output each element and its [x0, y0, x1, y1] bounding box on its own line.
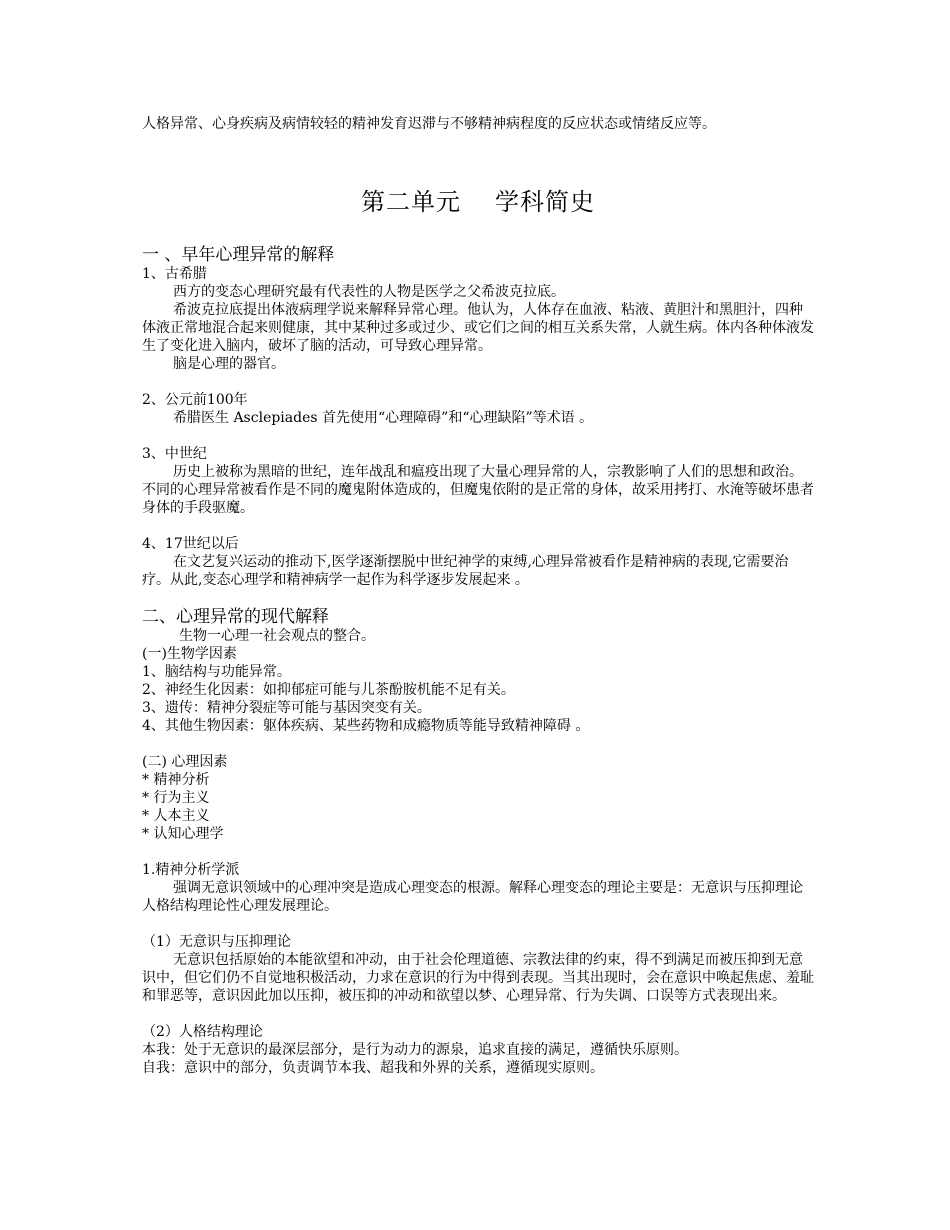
psy-title: (二) 心理因素: [142, 754, 228, 770]
s2-title: 2、公元前100年: [142, 392, 248, 408]
s4-title: 4、17世纪以后: [142, 536, 239, 552]
unit-title: [142, 187, 814, 217]
psy-item: * 行为主义: [142, 790, 210, 806]
section2-heading: 二、心理异常的现代解释: [142, 607, 329, 627]
pa-paragraph-1: 强调无意识领域中的心理冲突是造成心理变态的根源。解释心理变态的理论主要是：无意识与压抑理论人格结构理论性心理发展理论。: [142, 880, 803, 914]
ego-line: 自我：意识中的部分，负责调节本我、超我和外界的关系，遵循现实原则。: [142, 1060, 604, 1076]
id-line: 本我：处于无意识的最深层部分，是行为动力的源泉，追求直接的满足，遵循快乐原则。: [142, 1042, 688, 1058]
psy-item: * 认知心理学: [142, 826, 224, 842]
section2-lead: 生物一心理一社会观点的整合。: [179, 628, 375, 644]
bio-item: 4、其他生物因素：躯体疾病、某些药物和成瘾物质等能导致精神障碍 。: [142, 718, 590, 734]
s1-paragraph-2: 希波克拉底提出体液病理学说来解释异常心理。他认为，人体存在血液、粘液、黄胆汁和黑胆汁，四种体液正常地混合起来则健康，其中某种过多或过少、或它们之间的相互关系失常，人就生病。体内各种体液发生了变化进入脑内，破坏了脑的活动，可导致心理异常。: [142, 302, 814, 354]
psy-item: * 精神分析: [142, 772, 210, 788]
s3-title: 3、中世纪: [142, 446, 207, 462]
bio-item: 2、神经生化因素：如抑郁症可能与儿茶酚胺机能不足有关。: [142, 682, 515, 698]
document-body: [142, 115, 814, 1077]
s4-paragraph-1: 在文艺复兴运动的推动下,医学逐渐摆脱中世纪神学的束缚,心理异常被看作是精神病的表现,它需要治疗。从此,变态心理学和精神病学一起作为科学逐步发展起来 。: [142, 554, 789, 588]
unit-title-name: 学科简史: [495, 188, 595, 216]
s1-paragraph-3: 脑是心理的器官。: [173, 356, 285, 372]
personality-structure-title: （2）人格结构理论: [142, 1024, 263, 1040]
pa-title: 1.精神分析学派: [142, 862, 240, 878]
intro-line: 人格异常、心身疾病及病情较轻的精神发育迟滞与不够精神病程度的反应状态或情绪反应等。: [142, 116, 716, 132]
unit-title-number: 第二单元: [361, 188, 461, 216]
bio-item: 3、遗传：精神分裂症等可能与基因突变有关。: [142, 700, 431, 716]
section1-heading: 一 、早年心理异常的解释: [142, 245, 335, 265]
psy-item: * 人本主义: [142, 808, 210, 824]
unconscious-title: （1）无意识与压抑理论: [142, 934, 291, 950]
bio-item: 1、脑结构与功能异常。: [142, 664, 291, 680]
s2-paragraph-1: 希腊医生 Asclepiades 首先使用“心理障碍”和“心理缺陷”等术语 。: [173, 410, 594, 426]
bio-title: (一)生物学因素: [142, 646, 237, 662]
s1-title: 1、古希腊: [142, 266, 207, 282]
s3-paragraph-1: 历史上被称为黑暗的世纪，连年战乱和瘟疫出现了大量心理异常的人，宗教影响了人们的思想和政治。不同的心理异常被看作是不同的魔鬼附体造成的，但魔鬼依附的是正常的身体，故采用拷打、水淹等破坏患者身体的手段驱魔。: [142, 464, 814, 516]
unconscious-paragraph: 无意识包括原始的本能欲望和冲动，由于社会伦理道德、宗教法律的约束，得不到满足而被压抑到无意识中，但它们仍不自觉地积极活动，力求在意识的行为中得到表现。当其出现时，会在意识中唤起焦虑、羞耻和罪恶等，意识因此加以压抑，被压抑的冲动和欲望以梦、心理异常、行为失调、口误等方式表现出来。: [142, 952, 814, 1004]
s1-paragraph-1: 西方的变态心理研究最有代表性的人物是医学之父希波克拉底。: [173, 284, 565, 300]
